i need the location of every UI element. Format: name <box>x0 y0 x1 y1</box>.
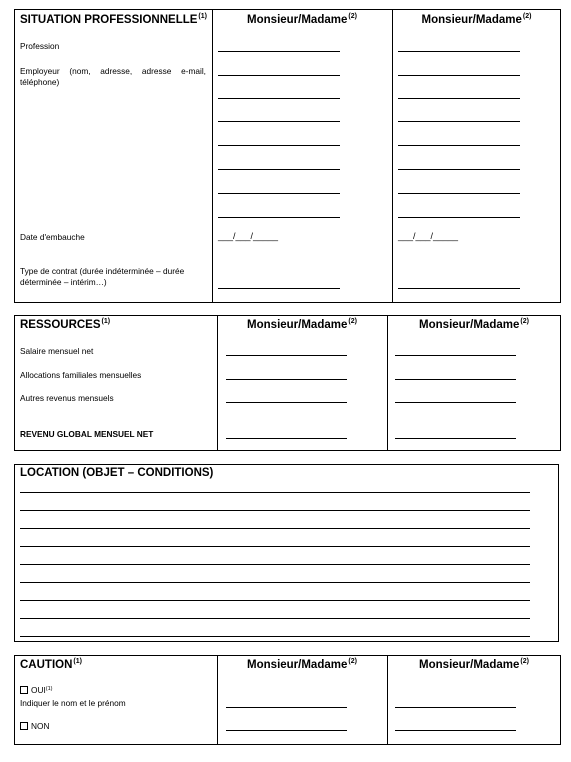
location-title: LOCATION (OBJET – CONDITIONS) <box>20 467 214 479</box>
autres-revenus-field-1[interactable] <box>226 402 347 403</box>
employeur-field-1[interactable] <box>218 98 340 99</box>
employeur-field-1[interactable] <box>218 217 340 218</box>
revenu-global-label: REVENU GLOBAL MENSUEL NET <box>20 429 154 439</box>
oui-checkbox[interactable]: OUI$^{(1)}$ <box>20 685 53 695</box>
profession-field-1[interactable] <box>218 51 340 52</box>
employeur-field-1[interactable] <box>218 75 340 76</box>
employeur-field-1[interactable] <box>218 169 340 170</box>
employeur-field-1[interactable] <box>218 121 340 122</box>
non-checkbox[interactable]: NON <box>20 721 49 731</box>
location-line[interactable] <box>20 618 530 619</box>
employeur-field-1[interactable] <box>218 145 340 146</box>
salaire-field-1[interactable] <box>226 355 347 356</box>
checkbox-icon <box>20 686 28 694</box>
indiquer-nom-label: Indiquer le nom et le prénom <box>20 698 126 708</box>
column-divider <box>217 316 218 450</box>
employeur-field-2[interactable] <box>398 169 520 170</box>
date-embauche-field-2[interactable]: ___/___/_____ <box>398 231 459 241</box>
caution-col2-header: Monsieur/Madame$^{(2)}$ <box>419 658 529 671</box>
allocations-field-1[interactable] <box>226 379 347 380</box>
employeur-label: Employeur (nom, adresse, adresse e-mail, téléphone) <box>20 66 206 87</box>
date-embauche-field-1[interactable]: ___/___/_____ <box>218 231 279 241</box>
location-line[interactable] <box>20 492 530 493</box>
ressources-col2-header: Monsieur/Madame$^{(2)}$ <box>419 318 529 331</box>
revenu-global-field-2[interactable] <box>395 438 516 439</box>
employeur-field-2[interactable] <box>398 121 520 122</box>
salaire-field-2[interactable] <box>395 355 516 356</box>
profession-field-2[interactable] <box>398 51 520 52</box>
caution-field-2[interactable] <box>395 730 516 731</box>
location-line[interactable] <box>20 600 530 601</box>
location-line[interactable] <box>20 510 530 511</box>
situation-col2-header: Monsieur/Madame$^{(2)}$ <box>421 13 532 26</box>
situation-col1-header: Monsieur/Madame$^{(2)}$ <box>247 13 357 26</box>
location-line[interactable] <box>20 564 530 565</box>
employeur-field-1[interactable] <box>218 193 340 194</box>
profession-label: Profession <box>20 41 60 51</box>
employeur-field-2[interactable] <box>398 145 520 146</box>
employeur-field-2[interactable] <box>398 98 520 99</box>
checkbox-icon <box>20 722 28 730</box>
employeur-field-2[interactable] <box>398 75 520 76</box>
employeur-field-2[interactable] <box>398 217 520 218</box>
location-line[interactable] <box>20 528 530 529</box>
location-line[interactable] <box>20 582 530 583</box>
allocations-field-2[interactable] <box>395 379 516 380</box>
date-embauche-label: Date d'embauche <box>20 232 85 242</box>
location-line[interactable] <box>20 636 530 637</box>
column-divider <box>387 316 388 450</box>
employeur-field-2[interactable] <box>398 193 520 194</box>
autres-revenus-field-2[interactable] <box>395 402 516 403</box>
type-contrat-field-1[interactable] <box>218 288 340 289</box>
ressources-title: RESSOURCES$^{(1)}$ <box>20 318 111 331</box>
ressources-col1-header: Monsieur/Madame$^{(2)}$ <box>247 318 357 331</box>
caution-field-2[interactable] <box>395 707 516 708</box>
type-contrat-field-2[interactable] <box>398 288 520 289</box>
autres-revenus-label: Autres revenus mensuels <box>20 393 114 403</box>
type-contrat-label: Type de contrat (durée indéterminée – durée déterminée – intérim…) <box>20 266 185 287</box>
revenu-global-field-1[interactable] <box>226 438 347 439</box>
caution-field-1[interactable] <box>226 730 347 731</box>
caution-field-1[interactable] <box>226 707 347 708</box>
location-line[interactable] <box>20 546 530 547</box>
caution-title: CAUTION$^{(1)}$ <box>20 658 82 671</box>
location-section <box>14 464 559 642</box>
salaire-label: Salaire mensuel net <box>20 346 94 356</box>
situation-title: SITUATION PROFESSIONNELLE$^{(1)}$ <box>20 13 207 26</box>
column-divider <box>392 10 393 302</box>
situation-section <box>14 9 561 303</box>
caution-col1-header: Monsieur/Madame$^{(2)}$ <box>247 658 357 671</box>
allocations-label: Allocations familiales mensuelles <box>20 370 142 380</box>
column-divider <box>212 10 213 302</box>
